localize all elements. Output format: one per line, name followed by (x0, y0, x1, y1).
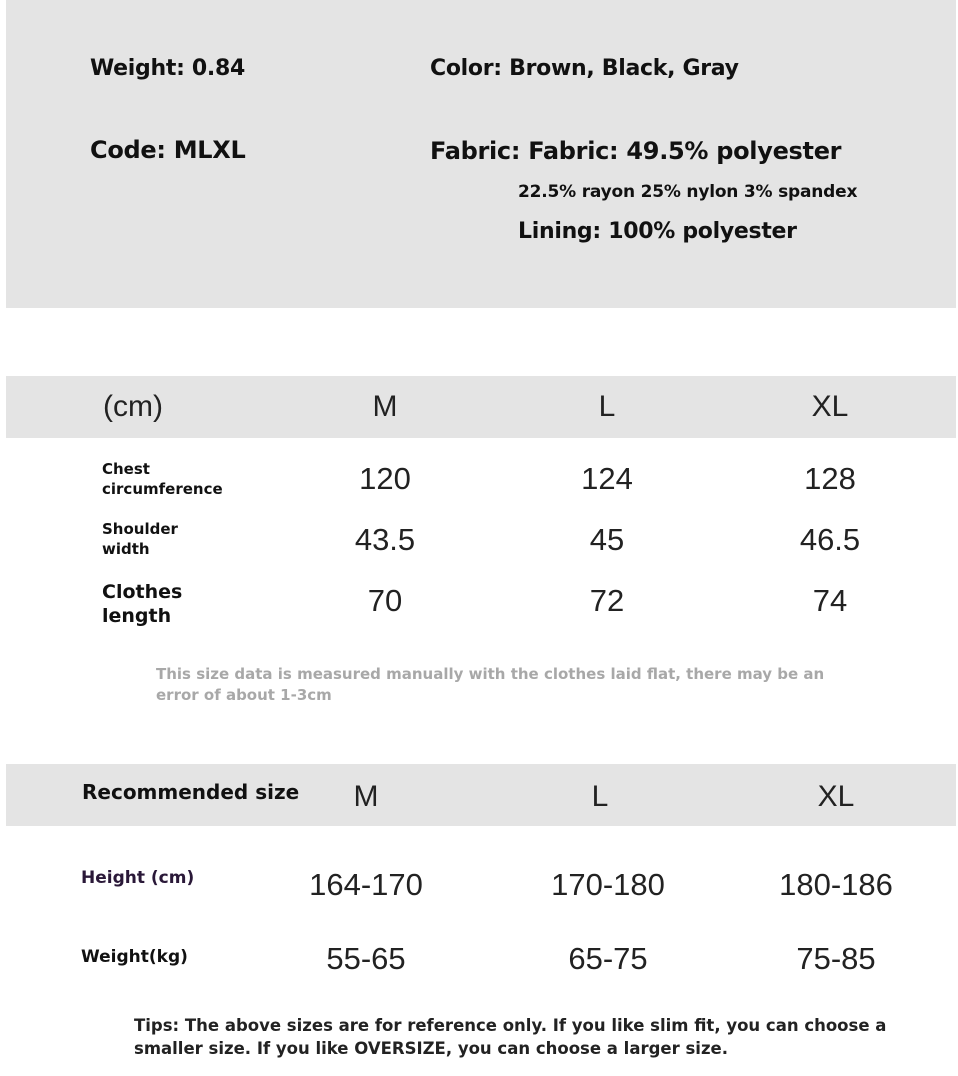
length-m: 70 (367, 583, 403, 618)
measurement-note: This size data is measured manually with the clothes laid flat, there may be an error of about 1-3cm (156, 665, 825, 704)
chest-xl: 128 (804, 461, 856, 496)
chest-m: 120 (359, 461, 411, 496)
weight-m: 55-65 (326, 941, 406, 976)
row-label-length: Clothes length (102, 581, 183, 627)
height-m: 164-170 (309, 867, 423, 902)
weight-l: 65-75 (568, 941, 648, 976)
row-label-shoulder: Shoulder width (102, 520, 178, 558)
shoulder-m: 43.5 (354, 522, 416, 557)
tips-text: Tips: The above sizes are for reference only. If you like slim fit, you can choose a smaller size. If you like OVERSIZE, you can choose a larger size. (134, 1016, 887, 1058)
fabric-info: Fabric: Fabric: 49.5% polyester (430, 137, 842, 165)
size-table-unit: (cm) (103, 390, 163, 423)
height-l: 170-180 (551, 867, 665, 902)
code-info: Code: MLXL (90, 136, 246, 164)
color-info: Color: Brown, Black, Gray (430, 56, 739, 81)
weight-info: Weight: 0.84 (90, 56, 246, 81)
row-label-height: Height (cm) (81, 868, 195, 888)
fabric-info-line2: 22.5% rayon 25% nylon 3% spandex (518, 182, 858, 202)
rec-col-m: M (353, 780, 379, 813)
length-xl: 74 (812, 583, 848, 618)
recommend-title: Recommended size (82, 780, 300, 804)
chest-l: 124 (581, 461, 633, 496)
lining-info: Lining: 100% polyester (518, 219, 797, 244)
weight-xl: 75-85 (796, 941, 876, 976)
rec-col-l: L (591, 780, 609, 813)
shoulder-l: 45 (589, 522, 625, 557)
height-xl: 180-186 (779, 867, 893, 902)
size-col-m: M (372, 390, 398, 423)
row-label-weight: Weight(kg) (81, 947, 188, 967)
size-col-l: L (598, 390, 616, 423)
shoulder-xl: 46.5 (799, 522, 861, 557)
size-col-xl: XL (811, 390, 849, 423)
rec-col-xl: XL (817, 780, 855, 813)
row-label-chest: Chest circumference (102, 460, 223, 498)
length-l: 72 (589, 583, 625, 618)
